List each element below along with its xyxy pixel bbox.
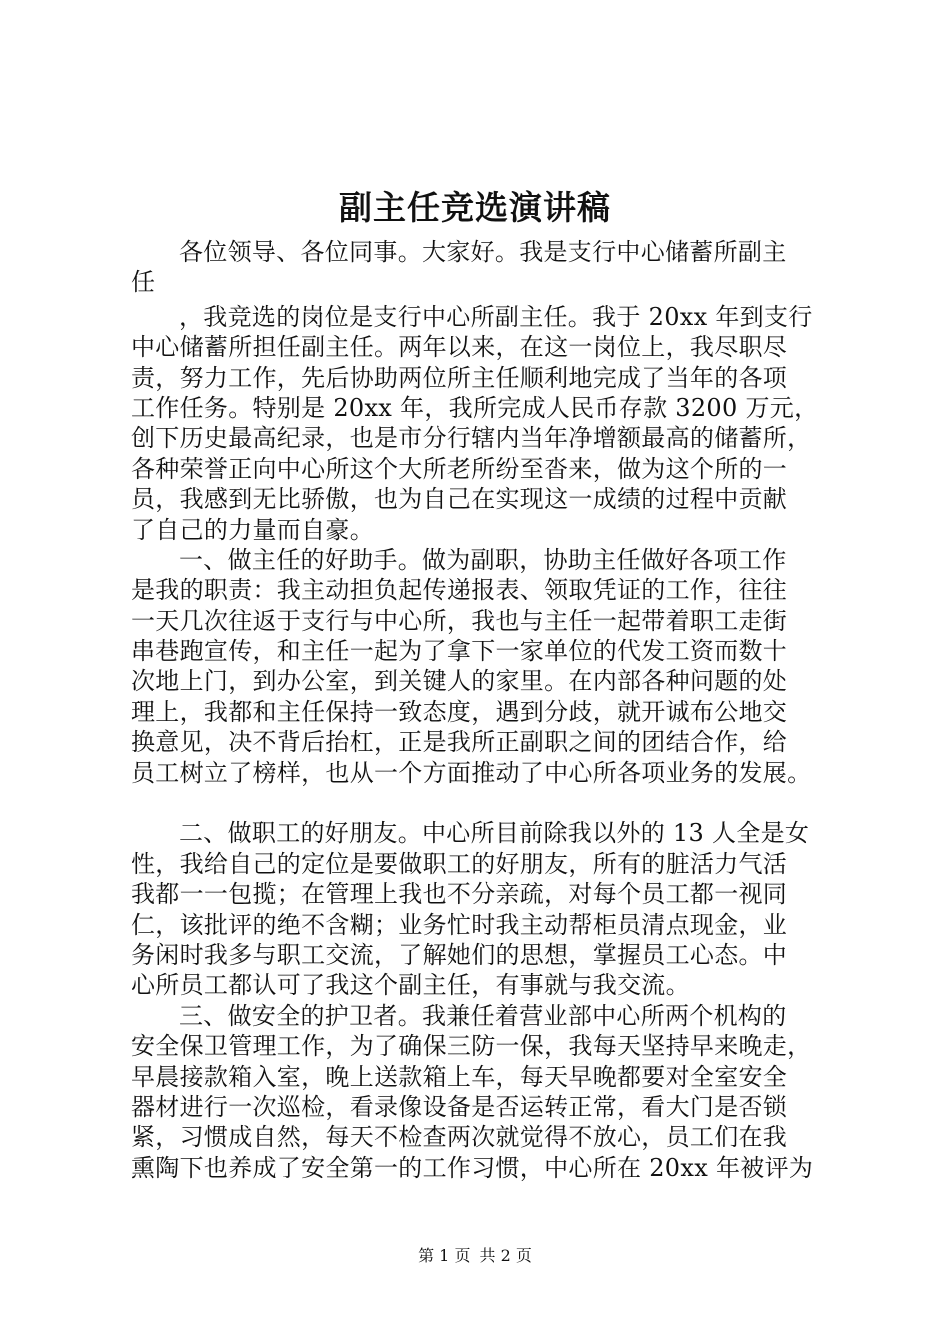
text-line: 心所员工都认可了我这个副主任，有事就与我交流。 — [131, 971, 690, 1000]
text-line: 理上，我都和主任保持一致态度，遇到分歧，就开诚布公地交 — [131, 697, 788, 726]
text-line: 任 — [131, 268, 156, 297]
text-line: 一、做主任的好助手。做为副职，协助主任做好各项工作 — [179, 545, 787, 574]
text-line: 早晨接款箱入室，晚上送款箱上车，每天早晚都要对全室安全 — [131, 1062, 788, 1091]
text-line: 工作任务。特别是 20xx 年，我所完成人民币存款 3200 万元， — [131, 393, 819, 422]
text-line: 创下历史最高纪录，也是市分行辖内当年净增额最高的储蓄所， — [131, 424, 812, 453]
blank-line — [131, 788, 831, 818]
text-line: 仁，该批评的绝不含糊；业务忙时我主动帮柜员清点现金，业 — [131, 910, 788, 939]
document-body — [131, 237, 831, 1183]
text-line: 串巷跑宣传，和主任一起为了拿下一家单位的代发工资而数十 — [131, 637, 788, 666]
text-line: 一天几次往返于支行与中心所，我也与主任一起带着职工走街 — [131, 606, 788, 635]
text-line: 各位领导、各位同事。大家好。我是支行中心储蓄所副主 — [179, 238, 787, 266]
text-line: ，我竞选的岗位是支行中心所副主任。我于 20xx 年到支行 — [179, 302, 813, 331]
text-line: 员工树立了榜样，也从一个方面推动了中心所各项业务的发展。 — [131, 758, 812, 787]
text-line: 各种荣誉正向中心所这个大所老所纷至沓来，做为这个所的一 — [131, 454, 788, 483]
text-line: 责，努力工作，先后协助两位所主任顺利地完成了当年的各项 — [131, 363, 788, 392]
text-line: 性，我给自己的定位是要做职工的好朋友，所有的脏活力气活 — [131, 849, 788, 878]
text-line: 是我的职责：我主动担负起传递报表、领取凭证的工作，往往 — [131, 576, 788, 605]
document-title: 副主任竞选演讲稿 — [339, 188, 611, 227]
text-line: 换意见，决不背后抬杠，正是我所正副职之间的团结合作，给 — [131, 728, 788, 757]
text-line: 次地上门，到办公室，到关键人的家里。在内部各种问题的处 — [131, 667, 788, 696]
text-line: 安全保卫管理工作，为了确保三防一保，我每天坚持早来晚走， — [131, 1032, 812, 1061]
text-line: 三、做安全的护卫者。我兼任着营业部中心所两个机构的 — [179, 1001, 787, 1030]
page-total: 共 2 页 — [479, 1246, 532, 1265]
text-line: 二、做职工的好朋友。中心所目前除我以外的 13 人全是女 — [179, 819, 810, 848]
page-footer — [0, 1243, 950, 1266]
text-line: 员，我感到无比骄傲，也为自己在实现这一成绩的过程中贡献 — [131, 485, 788, 514]
text-line: 熏陶下也养成了安全第一的工作习惯，中心所在 20xx 年被评为 — [131, 1153, 814, 1182]
text-line: 中心储蓄所担任副主任。两年以来，在这一岗位上，我尽职尽 — [131, 333, 788, 362]
text-line: 紧，习惯成自然，每天不检查两次就觉得不放心，员工们在我 — [131, 1123, 788, 1152]
text-line: 我都一一包揽；在管理上我也不分亲疏，对每个员工都一视同 — [131, 880, 788, 909]
page-number: 第 1 页 — [418, 1246, 471, 1265]
text-line: 器材进行一次巡检，看录像设备是否运转正常，看大门是否锁 — [131, 1092, 788, 1121]
text-line: 务闲时我多与职工交流，了解她们的思想，掌握员工心态。中 — [131, 940, 788, 969]
text-line: 了自己的力量而自豪。 — [131, 515, 374, 544]
